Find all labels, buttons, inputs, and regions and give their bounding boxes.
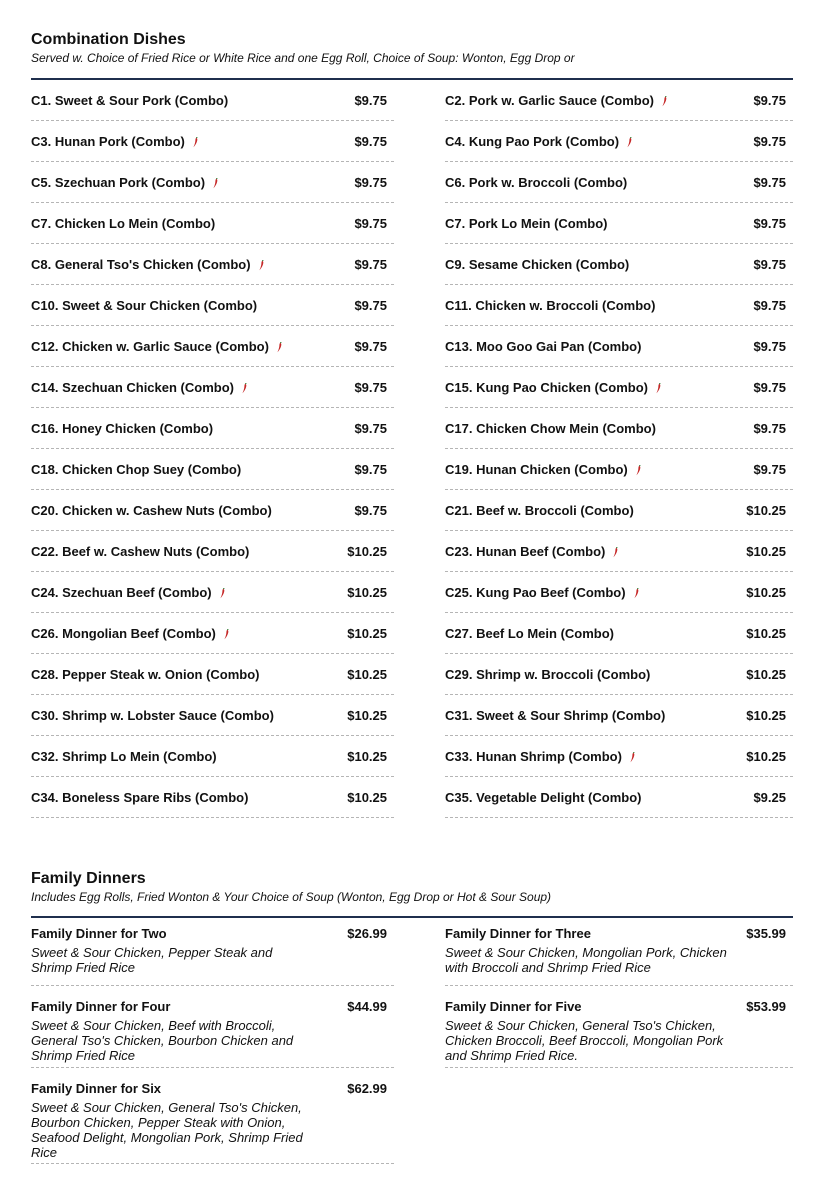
- family-title: Family Dinners: [31, 870, 146, 887]
- item-price: $10.25: [347, 707, 387, 723]
- menu-item: [31, 531, 394, 572]
- item-price: $10.25: [746, 584, 786, 600]
- family-dinner-item: [31, 918, 394, 986]
- item-name-text: C11. Chicken w. Broccoli (Combo): [445, 297, 656, 313]
- item-name: [445, 749, 637, 764]
- item-name: [31, 339, 284, 354]
- item-name-text: C34. Boneless Spare Ribs (Combo): [31, 789, 249, 805]
- family-dinner-text: [31, 926, 316, 985]
- item-name-text: C7. Chicken Lo Mein (Combo): [31, 215, 216, 231]
- item-name-text: C28. Pepper Steak w. Onion (Combo): [31, 666, 260, 682]
- menu-item: [445, 531, 793, 572]
- item-name: [445, 134, 634, 149]
- family-dinner-price: $44.99: [347, 999, 387, 1014]
- item-price: $9.75: [354, 92, 387, 108]
- item-price: $9.75: [354, 420, 387, 436]
- item-name: [445, 626, 614, 641]
- family-dinner-price: $53.99: [746, 999, 786, 1014]
- menu-item: [31, 613, 394, 654]
- family-dinner-price: $35.99: [746, 926, 786, 941]
- item-name: [31, 462, 241, 477]
- item-name-text: C3. Hunan Pork (Combo): [31, 133, 185, 149]
- chili-pepper-icon: [611, 546, 620, 557]
- item-price: $9.75: [354, 174, 387, 190]
- item-name-text: C12. Chicken w. Garlic Sauce (Combo): [31, 338, 269, 354]
- family-subtitle: Includes Egg Rolls, Fried Wonton & Your Choice of Soup (Wonton, Egg Drop or Hot & Sour Soup): [31, 890, 552, 904]
- item-name-text: C26. Mongolian Beef (Combo): [31, 625, 216, 641]
- item-name-text: C27. Beef Lo Mein (Combo): [445, 625, 615, 641]
- menu-item: [31, 572, 394, 613]
- combination-right-column: [445, 80, 793, 818]
- item-name: [445, 585, 641, 600]
- item-name-text: C10. Sweet & Sour Chicken (Combo): [31, 297, 258, 313]
- family-dinner-price: $26.99: [347, 926, 387, 941]
- item-price: $10.25: [746, 748, 786, 764]
- menu-item: [31, 654, 394, 695]
- item-name: [31, 298, 257, 313]
- item-name-text: C17. Chicken Chow Mein (Combo): [445, 420, 656, 436]
- item-price: $9.75: [753, 297, 786, 313]
- menu-item: [445, 408, 793, 449]
- item-price: $10.25: [746, 666, 786, 682]
- item-price: $10.25: [746, 502, 786, 518]
- item-name-text: C21. Beef w. Broccoli (Combo): [445, 502, 634, 518]
- chili-pepper-icon: [275, 341, 284, 352]
- item-name-text: C35. Vegetable Delight (Combo): [445, 789, 642, 805]
- menu-item: [31, 367, 394, 408]
- family-dinner-name: Family Dinner for Two: [31, 926, 167, 941]
- item-price: $9.75: [753, 256, 786, 272]
- menu-item: [31, 490, 394, 531]
- item-price: $10.25: [347, 543, 387, 559]
- item-name-text: C6. Pork w. Broccoli (Combo): [445, 174, 628, 190]
- item-price: $10.25: [347, 666, 387, 682]
- item-name-text: C16. Honey Chicken (Combo): [31, 420, 214, 436]
- combination-title: Combination Dishes: [31, 31, 186, 48]
- item-name: [31, 93, 228, 108]
- item-name-text: C20. Chicken w. Cashew Nuts (Combo): [31, 502, 272, 518]
- item-name: [31, 544, 249, 559]
- family-section: [31, 869, 793, 1164]
- menu-item: [31, 244, 394, 285]
- chili-pepper-icon: [654, 382, 663, 393]
- family-dinner-text: [31, 999, 316, 1067]
- item-name: [445, 257, 629, 272]
- combination-subtitle: Served w. Choice of Fried Rice or White Rice and one Egg Roll, Choice of Soup: Wonton, Egg Drop or: [31, 51, 575, 65]
- menu-item: [31, 449, 394, 490]
- item-price: $9.75: [753, 420, 786, 436]
- item-name: [445, 298, 655, 313]
- item-name: [31, 708, 274, 723]
- item-price: $9.75: [354, 256, 387, 272]
- chili-pepper-icon: [632, 587, 641, 598]
- item-name-text: C15. Kung Pao Chicken (Combo): [445, 379, 648, 395]
- item-name-text: C5. Szechuan Pork (Combo): [31, 174, 206, 190]
- family-dinner-description: Sweet & Sour Chicken, Mongolian Pork, Chicken with Broccoli and Shrimp Fried Rice: [445, 945, 727, 975]
- item-price: $10.25: [347, 584, 387, 600]
- menu-item: [445, 244, 793, 285]
- item-name-text: C2. Pork w. Garlic Sauce (Combo): [445, 92, 655, 108]
- item-name: [31, 421, 213, 436]
- item-name: [445, 708, 665, 723]
- menu-item: [445, 490, 793, 531]
- chili-pepper-icon: [257, 259, 266, 270]
- chili-pepper-icon: [628, 751, 637, 762]
- menu-item: [31, 777, 394, 818]
- item-name: [31, 585, 227, 600]
- menu-item: [445, 695, 793, 736]
- combination-left-column: [31, 80, 394, 818]
- item-name: [31, 380, 249, 395]
- item-name-text: C8. General Tso's Chicken (Combo): [31, 256, 251, 272]
- item-name-text: C19. Hunan Chicken (Combo): [445, 461, 628, 477]
- item-name: [31, 626, 231, 641]
- family-dinner-text: [445, 999, 730, 1067]
- item-name-text: C4. Kung Pao Pork (Combo): [445, 133, 620, 149]
- item-name-text: C33. Hunan Shrimp (Combo): [445, 748, 622, 764]
- menu-item: [445, 203, 793, 244]
- item-name: [31, 216, 215, 231]
- family-right-column: [445, 918, 793, 1164]
- family-dinner-name: Family Dinner for Six: [31, 1081, 162, 1096]
- menu-item: [31, 326, 394, 367]
- menu-item: [31, 736, 394, 777]
- item-price: $9.75: [354, 338, 387, 354]
- family-dinner-name: Family Dinner for Four: [31, 999, 171, 1014]
- family-dinner-item: [31, 1068, 394, 1164]
- family-dinner-description: Sweet & Sour Chicken, General Tso's Chicken, Chicken Broccoli, Beef Broccoli, Mongolian Pork and Shrimp Fried Rice.: [445, 1018, 724, 1063]
- item-name: [445, 175, 627, 190]
- item-price: $10.25: [746, 543, 786, 559]
- item-price: $10.25: [746, 625, 786, 641]
- item-price: $10.25: [347, 748, 387, 764]
- item-price: $9.75: [753, 174, 786, 190]
- menu-item: [445, 777, 793, 818]
- menu-item: [445, 449, 793, 490]
- family-dinner-description: Sweet & Sour Chicken, General Tso's Chicken, Bourbon Chicken, Pepper Steak with Onion, Seafood Delight, Mongolian Pork, Shrimp Fried Rice: [31, 1100, 303, 1160]
- item-price: $9.75: [753, 379, 786, 395]
- menu-item: [31, 695, 394, 736]
- family-dinner-description: Sweet & Sour Chicken, Pepper Steak and Shrimp Fried Rice: [31, 945, 273, 975]
- item-name-text: C14. Szechuan Chicken (Combo): [31, 379, 234, 395]
- menu-item: [31, 285, 394, 326]
- item-price: $9.75: [354, 379, 387, 395]
- chili-pepper-icon: [222, 628, 231, 639]
- item-name-text: C30. Shrimp w. Lobster Sauce (Combo): [31, 707, 274, 723]
- item-price: $9.75: [354, 502, 387, 518]
- family-dinner-item: [445, 986, 793, 1068]
- family-dinner-text: [31, 1081, 316, 1163]
- item-name: [31, 790, 248, 805]
- item-name-text: C7. Pork Lo Mein (Combo): [445, 215, 608, 231]
- family-dinner-name: Family Dinner for Five: [445, 999, 582, 1014]
- item-price: $9.75: [354, 133, 387, 149]
- item-price: $9.25: [753, 789, 786, 805]
- item-name-text: C22. Beef w. Cashew Nuts (Combo): [31, 543, 250, 559]
- chili-pepper-icon: [634, 464, 643, 475]
- item-name-text: C32. Shrimp Lo Mein (Combo): [31, 748, 217, 764]
- item-name: [445, 503, 634, 518]
- item-name: [31, 749, 217, 764]
- item-name: [31, 175, 220, 190]
- item-name: [445, 93, 669, 108]
- item-name: [445, 462, 643, 477]
- item-name-text: C25. Kung Pao Beef (Combo): [445, 584, 626, 600]
- item-name: [31, 503, 272, 518]
- item-name: [445, 216, 608, 231]
- item-name: [445, 421, 656, 436]
- menu-item: [445, 326, 793, 367]
- item-name-text: C18. Chicken Chop Suey (Combo): [31, 461, 242, 477]
- item-name: [31, 667, 260, 682]
- item-name-text: C23. Hunan Beef (Combo): [445, 543, 606, 559]
- item-name: [445, 544, 620, 559]
- item-price: $9.75: [354, 297, 387, 313]
- item-name-text: C9. Sesame Chicken (Combo): [445, 256, 630, 272]
- menu-item: [31, 203, 394, 244]
- item-price: $9.75: [753, 338, 786, 354]
- menu-item: [445, 367, 793, 408]
- item-name: [445, 667, 650, 682]
- menu-item: [445, 80, 793, 121]
- chili-pepper-icon: [191, 136, 200, 147]
- chili-pepper-icon: [660, 95, 669, 106]
- chili-pepper-icon: [240, 382, 249, 393]
- menu-item: [31, 408, 394, 449]
- family-dinner-description: Sweet & Sour Chicken, Beef with Broccoli, General Tso's Chicken, Bourbon Chicken and Shrimp Fried Rice: [31, 1018, 294, 1063]
- item-name-text: C31. Sweet & Sour Shrimp (Combo): [445, 707, 666, 723]
- chili-pepper-icon: [211, 177, 220, 188]
- menu-item: [445, 285, 793, 326]
- item-name: [445, 339, 641, 354]
- item-price: $9.75: [354, 461, 387, 477]
- item-name: [31, 134, 200, 149]
- item-price: $9.75: [753, 133, 786, 149]
- menu-item: [445, 121, 793, 162]
- chili-pepper-icon: [625, 136, 634, 147]
- family-dinner-item: [445, 918, 793, 986]
- item-price: $9.75: [753, 92, 786, 108]
- menu-item: [445, 572, 793, 613]
- item-price: $9.75: [753, 215, 786, 231]
- menu-item: [31, 162, 394, 203]
- item-name: [445, 790, 641, 805]
- menu-item: [445, 162, 793, 203]
- item-name: [31, 257, 266, 272]
- menu-item: [31, 121, 394, 162]
- item-name-text: C24. Szechuan Beef (Combo): [31, 584, 212, 600]
- item-price: $10.25: [746, 707, 786, 723]
- item-price: $9.75: [753, 461, 786, 477]
- menu-item: [445, 654, 793, 695]
- chili-pepper-icon: [218, 587, 227, 598]
- menu-item: [31, 80, 394, 121]
- item-price: $10.25: [347, 789, 387, 805]
- menu-item: [445, 613, 793, 654]
- item-name-text: C1. Sweet & Sour Pork (Combo): [31, 92, 229, 108]
- family-dinner-item: [31, 986, 394, 1068]
- family-dinner-text: [445, 926, 730, 985]
- menu-item: [445, 736, 793, 777]
- item-name-text: C29. Shrimp w. Broccoli (Combo): [445, 666, 651, 682]
- family-dinner-name: Family Dinner for Three: [445, 926, 591, 941]
- combination-section: [31, 30, 793, 818]
- family-dinner-price: $62.99: [347, 1081, 387, 1096]
- item-price: $10.25: [347, 625, 387, 641]
- family-left-column: [31, 918, 394, 1164]
- item-name: [445, 380, 663, 395]
- item-price: $9.75: [354, 215, 387, 231]
- item-name-text: C13. Moo Goo Gai Pan (Combo): [445, 338, 642, 354]
